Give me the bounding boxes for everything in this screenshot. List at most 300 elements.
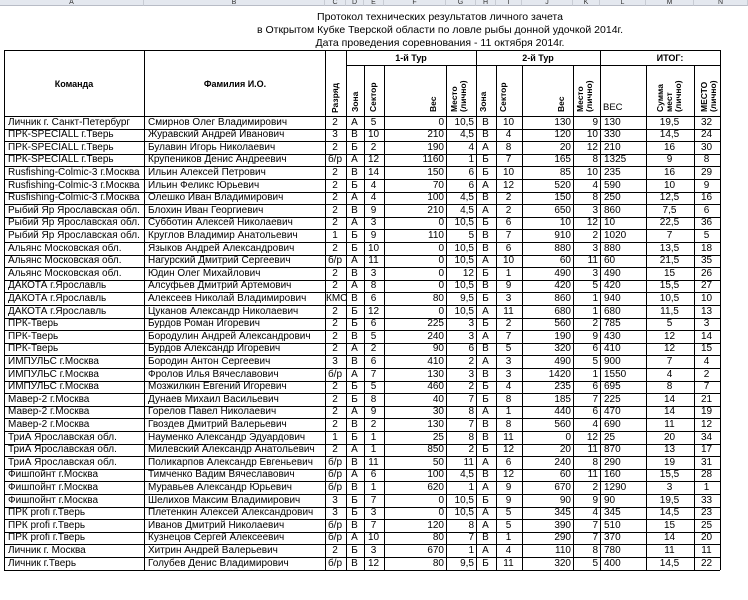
- table-cell[interactable]: 1: [468, 482, 474, 493]
- table-cell[interactable]: В: [351, 129, 358, 141]
- table-cell[interactable]: Журавский Андрей Иванович: [148, 129, 285, 141]
- table-cell[interactable]: 470: [604, 406, 621, 418]
- table-cell[interactable]: 16: [663, 167, 676, 178]
- table-cell[interactable]: Б: [482, 154, 489, 166]
- table-cell[interactable]: 12: [502, 469, 515, 481]
- table-cell[interactable]: 0: [438, 280, 444, 292]
- table-cell[interactable]: 6: [505, 242, 512, 254]
- table-cell[interactable]: Б: [482, 217, 489, 229]
- table-cell[interactable]: 900: [604, 356, 621, 367]
- table-cell[interactable]: 2: [332, 545, 338, 556]
- table-cell[interactable]: 8: [505, 141, 512, 153]
- table-cell[interactable]: 235: [554, 381, 571, 393]
- table-cell[interactable]: 7: [505, 330, 512, 342]
- column-header-k[interactable]: K: [573, 0, 600, 6]
- table-cell[interactable]: 2: [332, 406, 338, 418]
- table-cell[interactable]: А: [351, 469, 358, 481]
- table-cell[interactable]: 2: [332, 330, 338, 342]
- table-cell[interactable]: 10,5: [454, 305, 474, 317]
- table-cell[interactable]: Б: [482, 167, 489, 178]
- table-cell[interactable]: 1: [592, 305, 598, 317]
- table-cell[interactable]: 11: [503, 431, 514, 443]
- table-cell[interactable]: ПРК-SPECIALL г.Тверь: [8, 141, 114, 153]
- table-cell[interactable]: 2: [332, 381, 338, 393]
- table-cell[interactable]: 430: [604, 330, 621, 342]
- table-cell[interactable]: В: [482, 230, 489, 241]
- table-cell[interactable]: В: [351, 557, 358, 569]
- table-cell[interactable]: 695: [604, 381, 621, 393]
- table-cell[interactable]: 2: [468, 381, 474, 393]
- table-cell[interactable]: 130: [604, 116, 621, 128]
- table-cell[interactable]: 13: [700, 305, 713, 317]
- table-cell[interactable]: 9: [592, 494, 598, 506]
- table-cell[interactable]: ТриА Ярославская обл.: [8, 431, 117, 443]
- table-cell[interactable]: 40: [432, 393, 444, 405]
- table-cell[interactable]: ПРК-SPECIALL г.Тверь: [8, 154, 114, 166]
- table-cell[interactable]: 10: [502, 255, 515, 267]
- table-cell[interactable]: Б: [351, 305, 358, 317]
- table-cell[interactable]: 50: [432, 456, 444, 468]
- table-cell[interactable]: 1: [370, 431, 377, 443]
- table-cell[interactable]: 2: [332, 141, 338, 153]
- table-cell[interactable]: 20: [559, 141, 571, 153]
- table-cell[interactable]: 1: [592, 293, 598, 304]
- table-cell[interactable]: 3: [505, 368, 512, 380]
- table-cell[interactable]: 680: [604, 305, 621, 317]
- table-cell[interactable]: Блохин Иван Георгиевич: [148, 204, 264, 216]
- table-cell[interactable]: 10,5: [454, 255, 474, 267]
- table-cell[interactable]: Ильин Алексей Петрович: [148, 167, 266, 178]
- table-cell[interactable]: 120: [554, 129, 571, 141]
- table-cell[interactable]: 2: [332, 192, 338, 204]
- table-cell[interactable]: 4,5: [460, 129, 474, 141]
- table-cell[interactable]: 6: [505, 456, 512, 468]
- table-cell[interactable]: Булавин Игорь Николаевич: [148, 141, 276, 153]
- table-cell[interactable]: Бурдов Александр Игоревич: [148, 343, 281, 355]
- table-cell[interactable]: Алексеев Николай Владимирович: [148, 293, 307, 304]
- table-cell[interactable]: Горелов Павел Николаевич: [148, 406, 277, 418]
- table-cell[interactable]: 6: [370, 293, 377, 304]
- table-cell[interactable]: Плетенкин Алексей Александрович: [148, 507, 314, 519]
- table-cell[interactable]: А: [482, 519, 489, 531]
- table-cell[interactable]: 25: [432, 431, 444, 443]
- table-cell[interactable]: 7: [505, 230, 512, 241]
- table-cell[interactable]: 3: [332, 507, 338, 519]
- table-cell[interactable]: В: [482, 343, 489, 355]
- table-cell[interactable]: 7: [703, 381, 710, 393]
- table-cell[interactable]: 14: [367, 167, 380, 178]
- table-cell[interactable]: 130: [427, 368, 444, 380]
- table-cell[interactable]: 2: [468, 444, 474, 456]
- table-cell[interactable]: 12: [700, 419, 713, 430]
- table-cell[interactable]: 9: [592, 330, 598, 342]
- table-cell[interactable]: Олешко Иван Владимирович: [148, 192, 284, 204]
- table-cell[interactable]: 5: [592, 280, 598, 292]
- table-cell[interactable]: 780: [604, 545, 621, 556]
- table-cell[interactable]: В: [351, 293, 358, 304]
- table-cell[interactable]: 8: [505, 419, 512, 430]
- table-cell[interactable]: Б: [351, 545, 358, 556]
- table-cell[interactable]: 30: [432, 406, 444, 418]
- table-cell[interactable]: А: [482, 204, 489, 216]
- table-cell[interactable]: 14: [663, 406, 676, 418]
- table-cell[interactable]: 4,5: [460, 204, 474, 216]
- table-cell[interactable]: 160: [604, 469, 621, 481]
- table-cell[interactable]: Юдин Олег Михайлович: [148, 267, 261, 279]
- table-cell[interactable]: 2: [592, 482, 598, 493]
- table-cell[interactable]: Мавер-2 г.Москва: [8, 406, 90, 418]
- table-cell[interactable]: 8: [505, 393, 512, 405]
- table-cell[interactable]: 14: [663, 393, 676, 405]
- table-cell[interactable]: 235: [604, 167, 621, 178]
- table-cell[interactable]: 1160: [422, 154, 444, 166]
- table-cell[interactable]: 13: [663, 444, 676, 456]
- table-cell[interactable]: 23: [700, 507, 713, 519]
- table-cell[interactable]: 9: [592, 116, 598, 128]
- table-cell[interactable]: 2: [332, 305, 338, 317]
- table-cell[interactable]: 240: [554, 456, 571, 468]
- table-cell[interactable]: Рыбий Яр Ярославская обл.: [8, 217, 140, 229]
- table-cell[interactable]: б/р: [327, 456, 343, 468]
- table-cell[interactable]: 13,5: [659, 242, 680, 254]
- table-cell[interactable]: В: [482, 116, 489, 128]
- table-cell[interactable]: 860: [554, 293, 571, 304]
- table-cell[interactable]: Фишпойнт г.Москва: [8, 494, 98, 506]
- table-cell[interactable]: ПРК-SPECIALL г.Тверь: [8, 129, 114, 141]
- table-cell[interactable]: А: [351, 406, 358, 418]
- table-cell[interactable]: 31: [700, 456, 713, 468]
- table-cell[interactable]: 25: [604, 431, 616, 443]
- table-cell[interactable]: б/р: [327, 532, 343, 544]
- table-cell[interactable]: 560: [554, 318, 571, 330]
- table-cell[interactable]: 21: [700, 393, 713, 405]
- table-cell[interactable]: 11: [664, 545, 675, 556]
- column-header-e[interactable]: E: [364, 0, 384, 6]
- table-cell[interactable]: 21,5: [659, 255, 680, 267]
- table-cell[interactable]: А: [351, 154, 358, 166]
- table-cell[interactable]: 4: [505, 129, 512, 141]
- table-cell[interactable]: 3: [468, 330, 474, 342]
- table-cell[interactable]: 10: [559, 217, 571, 229]
- table-cell[interactable]: 850: [427, 444, 444, 456]
- table-cell[interactable]: А: [351, 532, 358, 544]
- table-cell[interactable]: 0: [438, 255, 444, 267]
- table-cell[interactable]: 2: [370, 141, 377, 153]
- table-cell[interactable]: 185: [554, 393, 571, 405]
- table-cell[interactable]: 490: [604, 267, 621, 279]
- table-cell[interactable]: 12: [663, 343, 676, 355]
- table-cell[interactable]: 35: [700, 255, 713, 267]
- table-cell[interactable]: 7: [468, 419, 474, 430]
- table-cell[interactable]: 0: [438, 217, 444, 229]
- table-cell[interactable]: 2: [703, 368, 710, 380]
- table-cell[interactable]: Бородин Антон Сергеевич: [148, 356, 271, 367]
- table-cell[interactable]: Фишпойнт г.Москва: [8, 469, 98, 481]
- table-cell[interactable]: А: [482, 330, 489, 342]
- table-cell[interactable]: ДАКОТА г.Ярославль: [8, 305, 107, 317]
- table-cell[interactable]: 9: [666, 154, 673, 166]
- table-cell[interactable]: 10: [663, 179, 676, 191]
- table-cell[interactable]: 670: [427, 545, 444, 556]
- table-cell[interactable]: 3: [370, 545, 377, 556]
- table-cell[interactable]: 11: [503, 557, 514, 569]
- table-cell[interactable]: 0: [438, 242, 444, 254]
- table-cell[interactable]: 12,5: [659, 192, 680, 204]
- table-cell[interactable]: 680: [554, 305, 571, 317]
- table-cell[interactable]: 19: [663, 456, 676, 468]
- table-cell[interactable]: 8: [468, 519, 474, 531]
- table-cell[interactable]: 290: [604, 456, 621, 468]
- table-cell[interactable]: 7: [505, 154, 512, 166]
- table-cell[interactable]: А: [482, 255, 489, 267]
- table-cell[interactable]: Мавер-2 г.Москва: [8, 393, 90, 405]
- table-cell[interactable]: 28: [700, 469, 713, 481]
- table-cell[interactable]: 1020: [604, 230, 627, 241]
- table-cell[interactable]: Б: [482, 494, 489, 506]
- table-cell[interactable]: А: [482, 305, 489, 317]
- table-cell[interactable]: 2: [332, 116, 338, 128]
- table-cell[interactable]: 10: [367, 129, 380, 141]
- table-cell[interactable]: 8: [592, 456, 598, 468]
- table-cell[interactable]: 2: [332, 419, 338, 430]
- table-cell[interactable]: 3: [332, 129, 338, 141]
- table-cell[interactable]: КМС: [326, 293, 348, 304]
- table-cell[interactable]: 10: [367, 532, 380, 544]
- table-cell[interactable]: Алсуфьев Дмитрий Артемович: [148, 280, 292, 292]
- table-cell[interactable]: 1: [370, 444, 377, 456]
- table-cell[interactable]: 940: [604, 293, 621, 304]
- table-cell[interactable]: А: [351, 255, 358, 267]
- table-cell[interactable]: 1290: [604, 482, 627, 493]
- table-cell[interactable]: 15: [663, 519, 676, 531]
- table-cell[interactable]: В: [482, 242, 489, 254]
- table-cell[interactable]: ДАКОТА г.Ярославль: [8, 280, 107, 292]
- table-cell[interactable]: Б: [482, 393, 489, 405]
- table-cell[interactable]: Науменко Александр Эдуардович: [148, 431, 306, 443]
- table-cell[interactable]: В: [351, 356, 358, 367]
- table-cell[interactable]: А: [351, 368, 358, 380]
- table-cell[interactable]: В: [482, 280, 489, 292]
- table-cell[interactable]: 3: [332, 494, 338, 506]
- table-cell[interactable]: 22,5: [659, 217, 680, 229]
- table-cell[interactable]: 5: [592, 356, 598, 367]
- table-cell[interactable]: 20: [700, 532, 713, 544]
- table-cell[interactable]: ДАКОТА г.Ярославль: [8, 293, 107, 304]
- table-cell[interactable]: 490: [554, 267, 571, 279]
- table-cell[interactable]: А: [351, 116, 358, 128]
- table-cell[interactable]: 10: [586, 167, 598, 178]
- table-cell[interactable]: 3: [592, 242, 598, 254]
- table-cell[interactable]: 26: [700, 267, 713, 279]
- table-cell[interactable]: 9: [505, 280, 512, 292]
- table-cell[interactable]: 210: [427, 204, 444, 216]
- table-cell[interactable]: 410: [604, 343, 621, 355]
- table-cell[interactable]: А: [351, 444, 358, 456]
- table-cell[interactable]: 8: [592, 192, 598, 204]
- table-cell[interactable]: 420: [604, 280, 621, 292]
- table-cell[interactable]: 33: [700, 494, 713, 506]
- table-cell[interactable]: 11: [463, 456, 474, 468]
- table-cell[interactable]: 0: [438, 116, 444, 128]
- table-cell[interactable]: Б: [351, 141, 358, 153]
- table-cell[interactable]: Милевский Александр Анатольевич: [148, 444, 315, 456]
- table-cell[interactable]: В: [351, 204, 358, 216]
- table-cell[interactable]: 2: [370, 419, 377, 430]
- table-cell[interactable]: 10,5: [454, 217, 474, 229]
- table-cell[interactable]: В: [351, 419, 358, 430]
- table-cell[interactable]: 130: [554, 116, 571, 128]
- table-cell[interactable]: Цуканов Александр Николаевич: [148, 305, 299, 317]
- table-cell[interactable]: 80: [432, 293, 444, 304]
- table-cell[interactable]: 7: [370, 368, 377, 380]
- table-cell[interactable]: 3: [505, 293, 512, 304]
- table-cell[interactable]: 12: [502, 444, 515, 456]
- table-cell[interactable]: 1: [370, 482, 377, 493]
- table-cell[interactable]: 110: [555, 545, 571, 556]
- table-cell[interactable]: 9: [370, 406, 377, 418]
- table-cell[interactable]: Дунаев Михаил Васильевич: [148, 393, 279, 405]
- table-cell[interactable]: ПРК-Тверь: [8, 330, 59, 342]
- table-cell[interactable]: 80: [432, 557, 444, 569]
- table-cell[interactable]: 6: [468, 167, 474, 178]
- table-cell[interactable]: 560: [554, 419, 571, 430]
- table-cell[interactable]: ТриА Ярославская обл.: [8, 456, 117, 468]
- table-cell[interactable]: 7: [666, 230, 673, 241]
- table-cell[interactable]: 17: [700, 444, 713, 456]
- table-cell[interactable]: 90: [604, 494, 616, 506]
- table-cell[interactable]: 0: [438, 305, 444, 317]
- table-cell[interactable]: 4: [703, 356, 710, 367]
- column-header-a[interactable]: A: [0, 0, 144, 6]
- table-cell[interactable]: 130: [427, 419, 444, 430]
- table-cell[interactable]: 12: [586, 217, 598, 229]
- table-cell[interactable]: Ильин Феликс Юрьевич: [148, 179, 260, 191]
- table-cell[interactable]: А: [482, 179, 489, 191]
- table-cell[interactable]: Голубев Денис Владимирович: [148, 557, 289, 569]
- table-cell[interactable]: Б: [351, 242, 358, 254]
- table-cell[interactable]: 11: [587, 255, 598, 267]
- table-cell[interactable]: 2: [332, 280, 338, 292]
- table-cell[interactable]: 2: [332, 318, 338, 330]
- column-header-d[interactable]: D: [346, 0, 364, 6]
- table-cell[interactable]: 6: [592, 343, 598, 355]
- table-cell[interactable]: Круглов Владимир Анатольевич: [148, 230, 298, 241]
- table-cell[interactable]: 880: [554, 242, 571, 254]
- table-cell[interactable]: 90: [559, 494, 571, 506]
- table-cell[interactable]: Б: [482, 381, 489, 393]
- table-cell[interactable]: А: [482, 356, 489, 367]
- table-cell[interactable]: 910: [554, 230, 571, 241]
- table-cell[interactable]: Rusfishing-Colmic-3 г.Москва: [8, 192, 140, 204]
- table-cell[interactable]: Б: [351, 230, 358, 241]
- table-cell[interactable]: 5: [468, 230, 474, 241]
- table-cell[interactable]: А: [482, 507, 489, 519]
- table-cell[interactable]: 1: [505, 267, 512, 279]
- table-cell[interactable]: А: [351, 192, 358, 204]
- table-cell[interactable]: А: [351, 343, 358, 355]
- table-cell[interactable]: 15: [700, 343, 713, 355]
- table-cell[interactable]: А: [482, 545, 489, 556]
- table-cell[interactable]: 1: [468, 154, 474, 166]
- table-cell[interactable]: 15: [663, 267, 676, 279]
- table-cell[interactable]: 10,5: [454, 116, 474, 128]
- table-cell[interactable]: Рыбий Яр Ярославская обл.: [8, 204, 140, 216]
- column-header-f[interactable]: F: [384, 0, 446, 6]
- table-cell[interactable]: 5: [505, 343, 512, 355]
- table-cell[interactable]: 6: [468, 179, 474, 191]
- table-cell[interactable]: Б: [482, 293, 489, 304]
- table-cell[interactable]: Гвоздев Дмитрий Валерьевич: [148, 419, 287, 430]
- table-cell[interactable]: Бородулин Андрей Александрович: [148, 330, 311, 342]
- table-cell[interactable]: 110: [428, 230, 444, 241]
- table-cell[interactable]: 0: [438, 267, 444, 279]
- table-cell[interactable]: 3: [370, 217, 377, 229]
- table-cell[interactable]: 10,5: [454, 280, 474, 292]
- column-header-j[interactable]: J: [522, 0, 573, 6]
- table-cell[interactable]: 4: [468, 141, 474, 153]
- table-cell[interactable]: 3: [592, 267, 598, 279]
- table-cell[interactable]: 10: [700, 293, 713, 304]
- table-cell[interactable]: 7: [370, 519, 377, 531]
- table-cell[interactable]: 2: [505, 318, 512, 330]
- table-cell[interactable]: 8: [592, 545, 598, 556]
- table-cell[interactable]: 5: [370, 116, 377, 128]
- table-cell[interactable]: 10: [502, 116, 515, 128]
- table-cell[interactable]: 420: [554, 280, 571, 292]
- table-cell[interactable]: Кузнецов Сергей Алексеевич: [148, 532, 285, 544]
- table-cell[interactable]: б/р: [327, 255, 343, 267]
- table-cell[interactable]: 4: [666, 368, 673, 380]
- table-cell[interactable]: 10: [502, 167, 515, 178]
- table-cell[interactable]: 9,5: [460, 293, 474, 304]
- table-cell[interactable]: 5: [703, 230, 710, 241]
- table-cell[interactable]: 250: [604, 192, 621, 204]
- table-cell[interactable]: Б: [482, 318, 489, 330]
- table-cell[interactable]: 24: [700, 129, 713, 141]
- table-cell[interactable]: 5: [505, 519, 512, 531]
- table-cell[interactable]: Хитрин Андрей Валерьевич: [148, 545, 278, 556]
- table-cell[interactable]: В: [482, 419, 489, 430]
- table-cell[interactable]: 9: [370, 204, 377, 216]
- table-cell[interactable]: 5: [666, 318, 673, 330]
- table-cell[interactable]: 4: [370, 179, 377, 191]
- table-cell[interactable]: 330: [604, 129, 621, 141]
- table-cell[interactable]: 25: [700, 519, 713, 531]
- table-cell[interactable]: 5: [592, 557, 598, 569]
- table-cell[interactable]: 3: [505, 356, 512, 367]
- column-header-l[interactable]: L: [600, 0, 646, 6]
- table-cell[interactable]: 4: [592, 507, 598, 519]
- table-cell[interactable]: 6: [468, 343, 474, 355]
- table-cell[interactable]: Поликарпов Александр Евгеньевич: [148, 456, 313, 468]
- table-cell[interactable]: 14,5: [659, 557, 680, 569]
- table-cell[interactable]: 9: [505, 494, 512, 506]
- table-cell[interactable]: А: [482, 456, 489, 468]
- table-cell[interactable]: 6: [505, 217, 512, 229]
- table-cell[interactable]: 1550: [604, 368, 627, 380]
- table-cell[interactable]: 8: [370, 280, 377, 292]
- table-cell[interactable]: 7: [666, 356, 673, 367]
- table-cell[interactable]: ТриА Ярославская обл.: [8, 444, 117, 456]
- table-cell[interactable]: 7: [592, 519, 598, 531]
- table-cell[interactable]: ПРК profi г.Тверь: [8, 507, 86, 519]
- table-cell[interactable]: 1: [332, 431, 338, 443]
- table-cell[interactable]: Языков Андрей Александрович: [148, 242, 295, 254]
- table-cell[interactable]: 12: [586, 431, 598, 443]
- table-cell[interactable]: 11,5: [660, 305, 679, 317]
- table-cell[interactable]: 10: [367, 242, 380, 254]
- table-cell[interactable]: 16: [700, 192, 713, 204]
